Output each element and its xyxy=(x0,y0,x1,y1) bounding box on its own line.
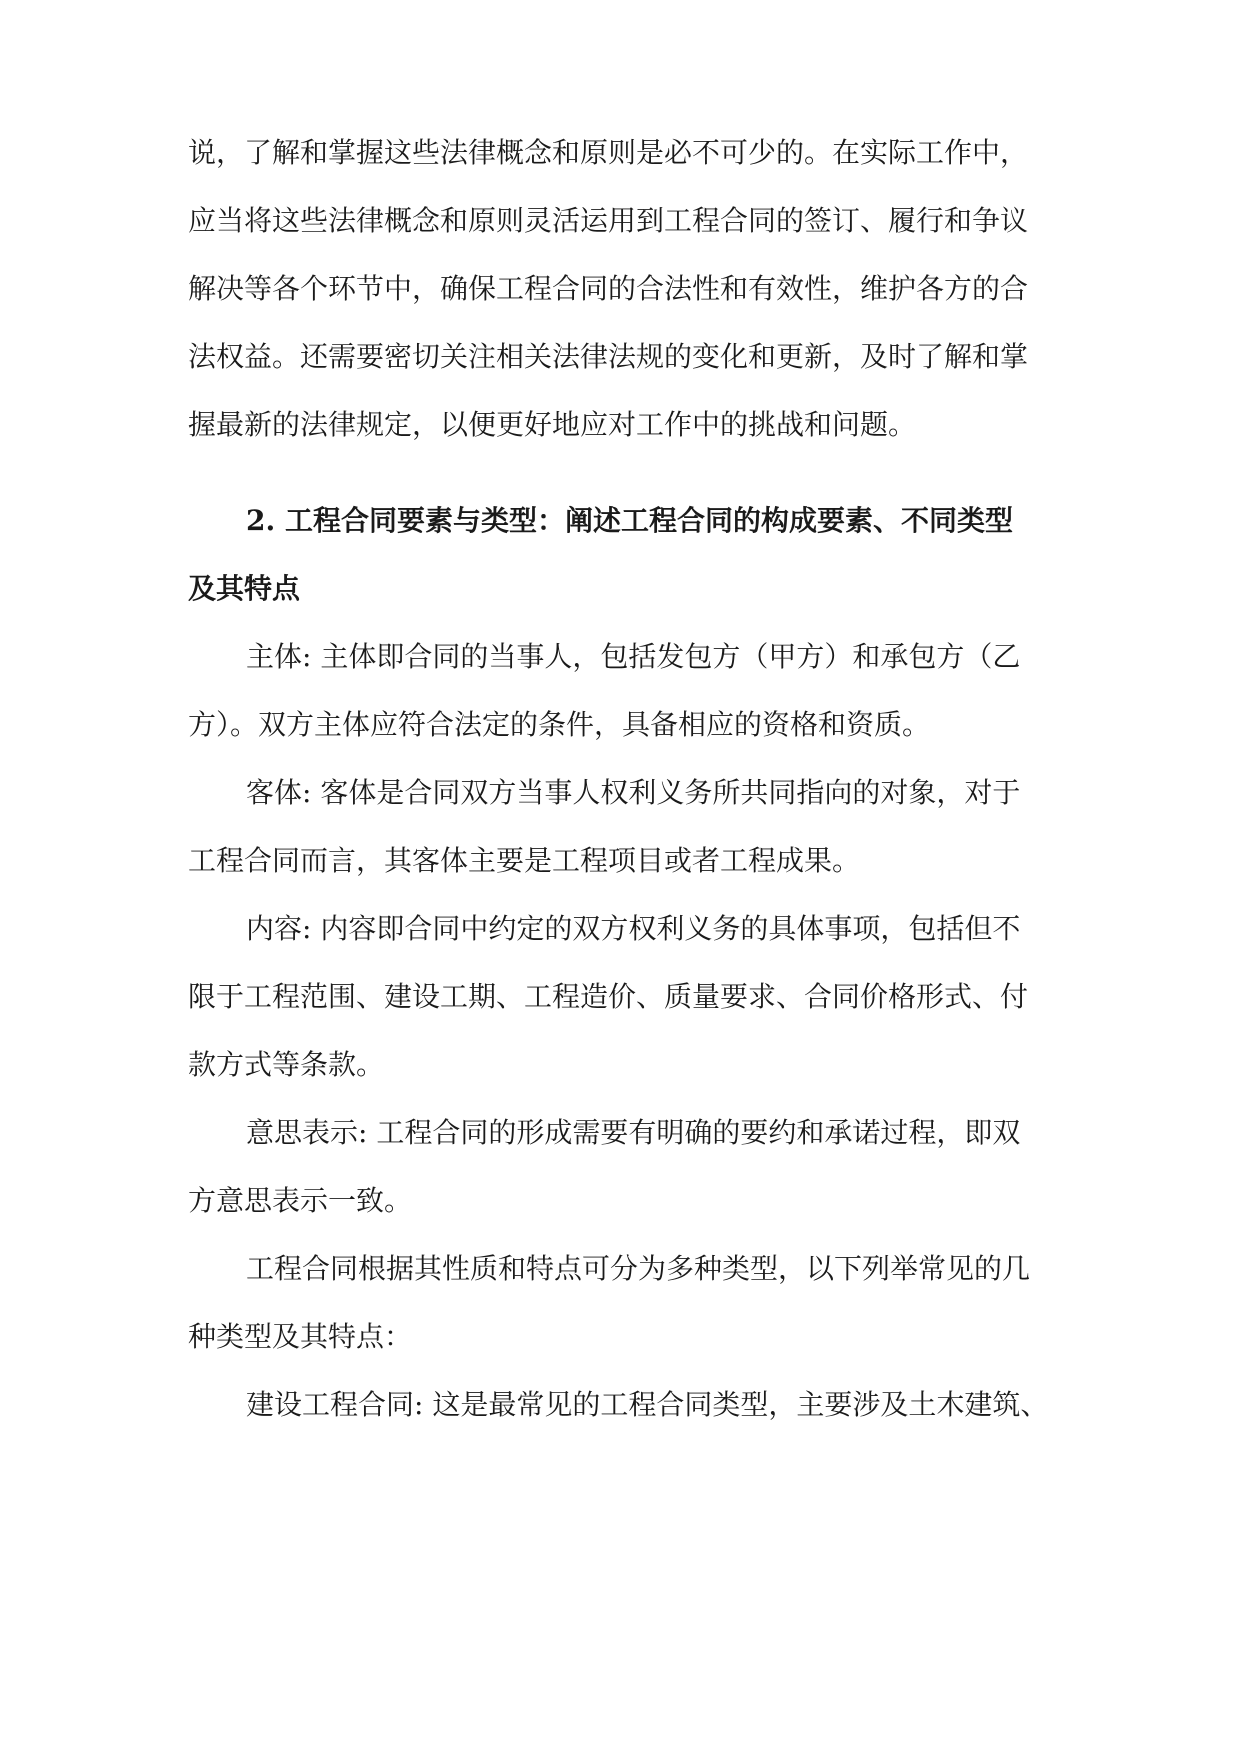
body-text-line: 种类型及其特点： xyxy=(188,1320,413,1353)
section-heading: 2. 工程合同要素与类型：阐述工程合同的构成要素、不同类型 xyxy=(246,504,1013,537)
body-text-line: 限于工程范围、建设工期、工程造价、质量要求、合同价格形式、付 xyxy=(188,980,1029,1013)
body-text-line: 解决等各个环节中，确保工程合同的合法性和有效性，维护各方的合 xyxy=(188,272,1029,305)
body-text-line: 意思表示: 工程合同的形成需要有明确的要约和承诺过程，即双 xyxy=(246,1116,1021,1149)
body-text-line: 应当将这些法律概念和原则灵活运用到工程合同的签订、履行和争议 xyxy=(188,204,1029,237)
body-text-line: 说，了解和掌握这些法律概念和原则是必不可少的。在实际工作中， xyxy=(188,136,1029,169)
body-text-line: 主体: 主体即合同的当事人，包括发包方（甲方）和承包方（乙 xyxy=(246,640,1021,673)
body-text-line: 客体: 客体是合同双方当事人权利义务所共同指向的对象，对于 xyxy=(246,776,1021,809)
section-heading: 及其特点 xyxy=(188,572,301,605)
body-text-line: 方意思表示一致。 xyxy=(188,1184,413,1217)
body-text-line: 内容: 内容即合同中约定的双方权利义务的具体事项，包括但不 xyxy=(246,912,1021,945)
body-text-line: 建设工程合同: 这是最常见的工程合同类型，主要涉及土木建筑、 xyxy=(246,1388,1049,1421)
body-text-line: 款方式等条款。 xyxy=(188,1048,385,1081)
body-text-line: 方）。双方主体应符合法定的条件，具备相应的资格和资质。 xyxy=(188,708,931,741)
body-text-line: 法权益。还需要密切关注相关法律法规的变化和更新，及时了解和掌 xyxy=(188,340,1029,373)
body-text-line: 握最新的法律规定，以便更好地应对工作中的挑战和问题。 xyxy=(188,408,917,441)
body-text-line: 工程合同根据其性质和特点可分为多种类型，以下列举常见的几 xyxy=(246,1252,1031,1285)
body-text-line: 工程合同而言，其客体主要是工程项目或者工程成果。 xyxy=(188,844,861,877)
